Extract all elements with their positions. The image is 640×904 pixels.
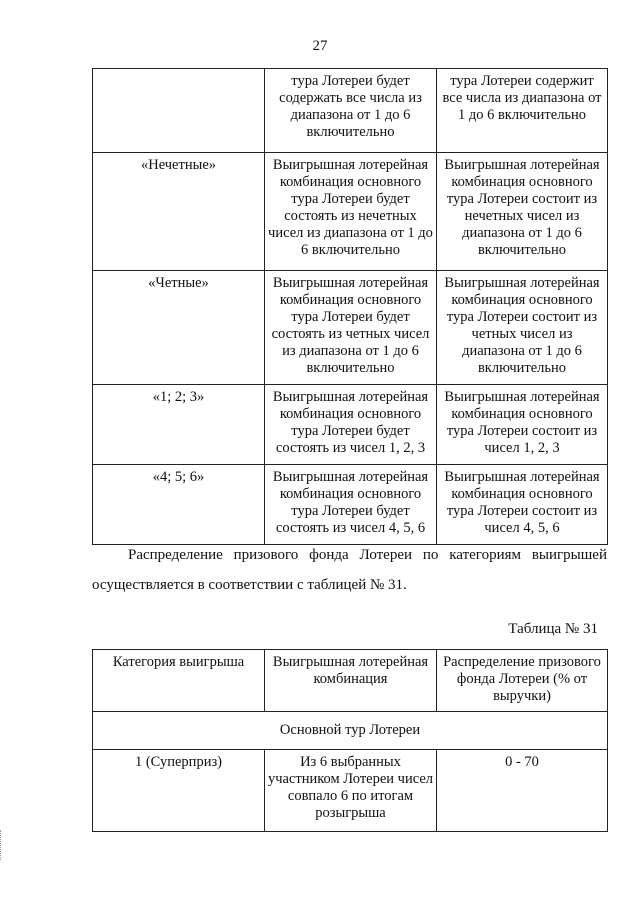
bet-name-cell	[93, 69, 265, 153]
bet-name-cell: «Четные»	[93, 271, 265, 385]
table-row	[93, 465, 608, 545]
bet-description-cell: Выигрышная лотерейная комбинация основного тура Лотереи состоит из чисел 1, 2, 3	[437, 385, 608, 465]
table-row	[93, 271, 608, 385]
bet-condition-cell: Выигрышная лотерейная комбинация основного тура Лотереи будет состоять из чисел 4, 5, 6	[265, 465, 437, 545]
section-title: Основной тур Лотереи	[93, 712, 608, 750]
distribution-paragraph: Распределение призового фонда Лотереи по категориям выигрышей осуществляется в соответствии с таблицей № 31.	[92, 547, 607, 593]
prize-distribution-table	[92, 649, 608, 832]
bet-types-table	[92, 68, 608, 545]
scan-margin-mark	[0, 830, 4, 860]
combination-cell: Из 6 выбранных участником Лотереи чисел совпало 6 по итогам розыгрыша	[265, 750, 437, 832]
bet-condition-cell: Выигрышная лотерейная комбинация основного тура Лотереи будет состоять из нечетных чисел из диапазона от 1 до 6 включительно	[265, 153, 437, 271]
bet-description-cell: Выигрышная лотерейная комбинация основного тура Лотереи состоит из нечетных чисел из диапазона от 1 до 6 включительно	[437, 153, 608, 271]
bet-description-cell: Выигрышная лотерейная комбинация основного тура Лотереи состоит из чисел 4, 5, 6	[437, 465, 608, 545]
bet-name-cell: «1; 2; 3»	[93, 385, 265, 465]
header-distribution: Распределение призового фонда Лотереи (% от выручки)	[437, 650, 608, 712]
category-cell: 1 (Суперприз)	[93, 750, 265, 832]
bet-name-cell: «4; 5; 6»	[93, 465, 265, 545]
table-caption: Таблица № 31	[508, 621, 598, 637]
header-category: Категория выигрыша	[93, 650, 265, 712]
bet-condition-cell: Выигрышная лотерейная комбинация основного тура Лотереи будет состоять из чисел 1, 2, 3	[265, 385, 437, 465]
table-row	[93, 385, 608, 465]
table-row	[93, 69, 608, 153]
bet-description-cell: тура Лотереи содержит все числа из диапазона от 1 до 6 включительно	[437, 69, 608, 153]
table-row	[93, 750, 608, 832]
bet-name-cell: «Нечетные»	[93, 153, 265, 271]
page-number: 27	[312, 38, 328, 54]
distribution-cell: 0 - 70	[437, 750, 608, 832]
bet-condition-cell: Выигрышная лотерейная комбинация основного тура Лотереи будет состоять из четных чисел из диапазона от 1 до 6 включительно	[265, 271, 437, 385]
bet-condition-cell: тура Лотереи будет содержать все числа из диапазона от 1 до 6 включительно	[265, 69, 437, 153]
table-header-row	[93, 650, 608, 712]
section-row	[93, 712, 608, 750]
header-combination: Выигрышная лотерейная комбинация	[265, 650, 437, 712]
table-row	[93, 153, 608, 271]
bet-description-cell: Выигрышная лотерейная комбинация основного тура Лотереи состоит из четных чисел из диапазона от 1 до 6 включительно	[437, 271, 608, 385]
